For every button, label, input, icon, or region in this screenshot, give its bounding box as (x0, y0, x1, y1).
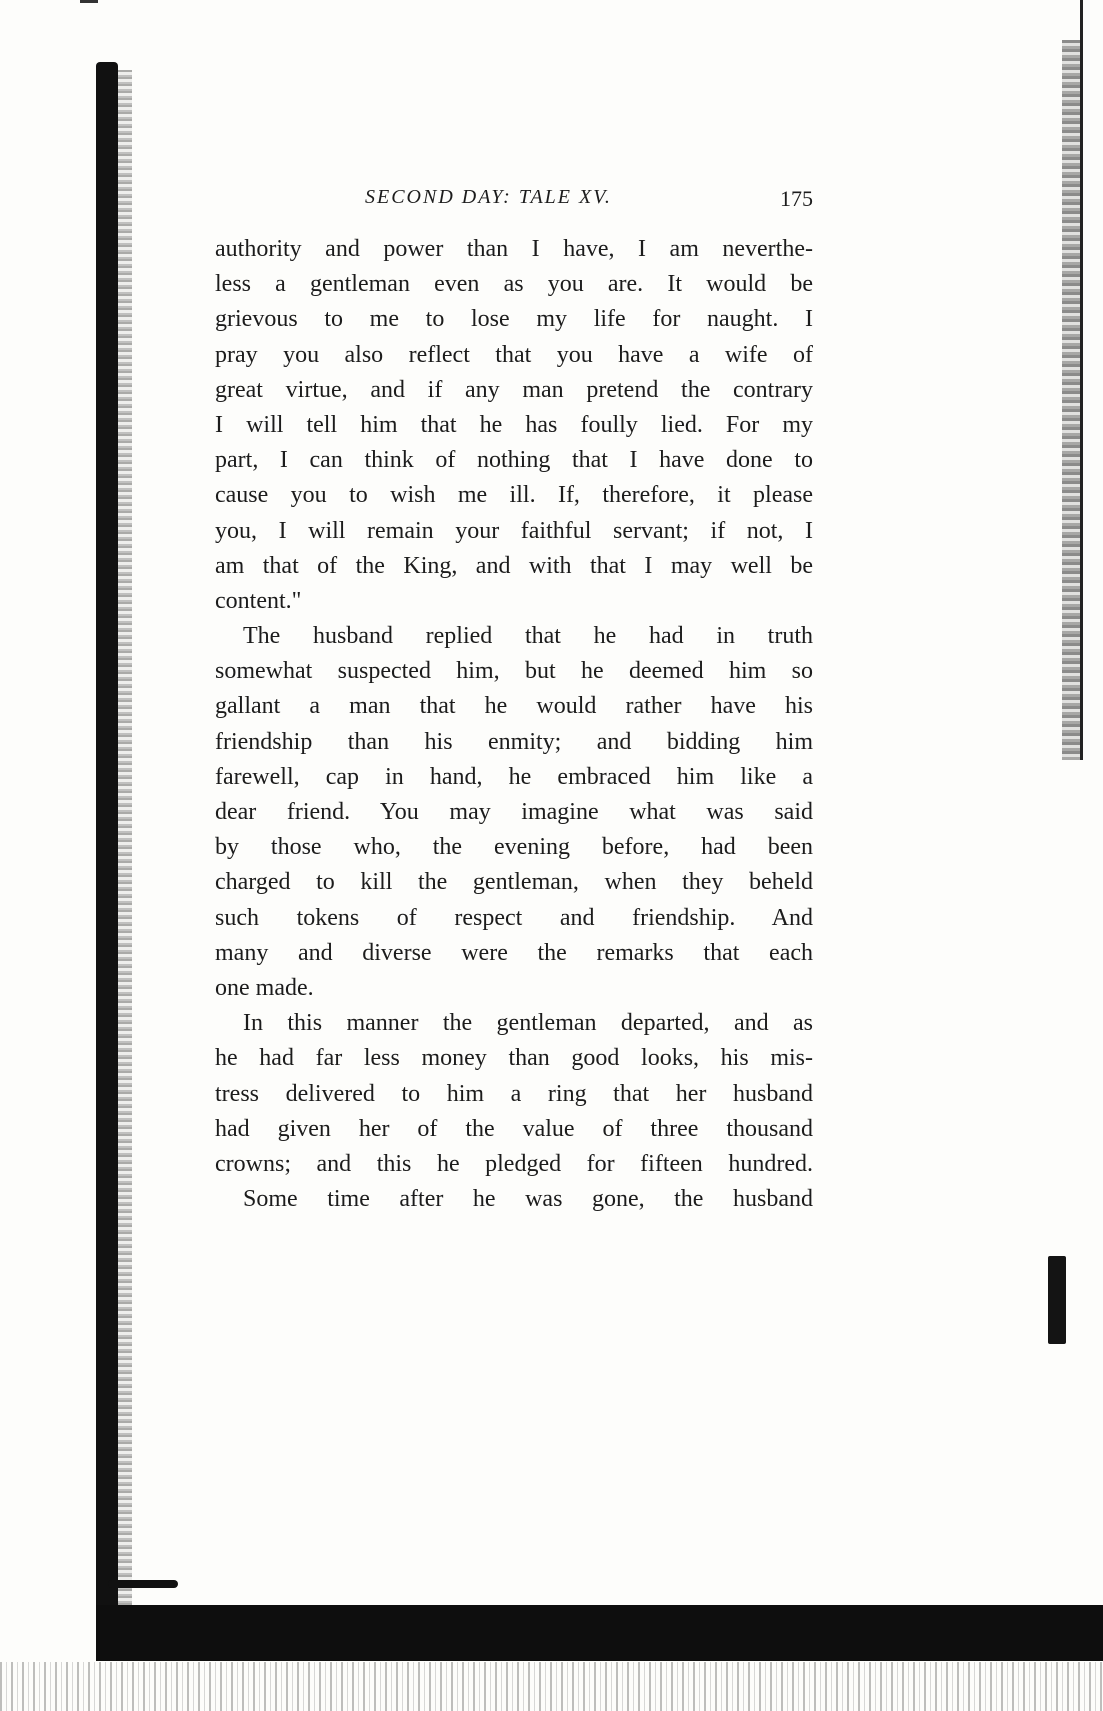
text-line: friendship than his enmity; and bidding him (215, 728, 813, 755)
text-line: you, I will remain your faithful servant; if not, I (215, 517, 813, 544)
text-line: In this manner the gentleman departed, and as (243, 1010, 813, 1037)
text-line: many and diverse were the remarks that each (215, 939, 813, 966)
text-line: content." (215, 587, 302, 614)
scan-mark-right (1048, 1256, 1066, 1344)
text-line: charged to kill the gentleman, when they beheld (215, 869, 813, 896)
text-line: authority and power than I have, I am neverthe- (215, 236, 813, 262)
text-line: dear friend. You may imagine what was said (215, 799, 813, 825)
text-line: by those who, the evening before, had been (215, 834, 813, 861)
binding-curl (108, 1580, 178, 1588)
text-line: cause you to wish me ill. If, therefore, it please (215, 482, 813, 509)
scan-bottom-band (96, 1605, 1103, 1661)
text-line: Some time after he was gone, the husband (243, 1186, 813, 1213)
text-line: one made. (215, 974, 314, 1001)
text-line: crowns; and this he pledged for fifteen hundred. (215, 1150, 813, 1177)
text-line: The husband replied that he had in truth (243, 623, 813, 650)
page-header (215, 186, 813, 216)
text-line: he had far less money than good looks, his mis- (215, 1045, 813, 1072)
page-edge-noise-right (1062, 40, 1080, 760)
text-line: grievous to me to lose my life for naught. I (215, 306, 813, 333)
text-line: tress delivered to him a ring that her husband (215, 1080, 813, 1107)
body-text (215, 232, 813, 1217)
text-line: had given her of the value of three thousand (215, 1115, 813, 1142)
page-number: 175 (780, 186, 813, 211)
text-line: gallant a man that he would rather have his (215, 693, 813, 720)
text-line: pray you also reflect that you have a wife of (215, 341, 813, 368)
text-line: less a gentleman even as you are. It would be (215, 271, 813, 298)
text-line: somewhat suspected him, but he deemed him so (215, 658, 813, 685)
binding-shadow-left (96, 62, 118, 1622)
page-edge-right (1080, 0, 1083, 760)
scan-mark (80, 0, 98, 3)
scan-bottom-noise (0, 1662, 1103, 1711)
binding-edge-noise (118, 70, 132, 1610)
text-line: part, I can think of nothing that I have done to (215, 447, 813, 474)
text-line: great virtue, and if any man pretend the contrary (215, 376, 813, 403)
running-head: SECOND DAY: TALE XV. (365, 186, 612, 208)
text-line: am that of the King, and with that I may well be (215, 552, 813, 579)
text-line: such tokens of respect and friendship. And (215, 904, 813, 931)
text-line: I will tell him that he has foully lied. For my (215, 411, 813, 438)
text-line: farewell, cap in hand, he embraced him like a (215, 763, 813, 790)
